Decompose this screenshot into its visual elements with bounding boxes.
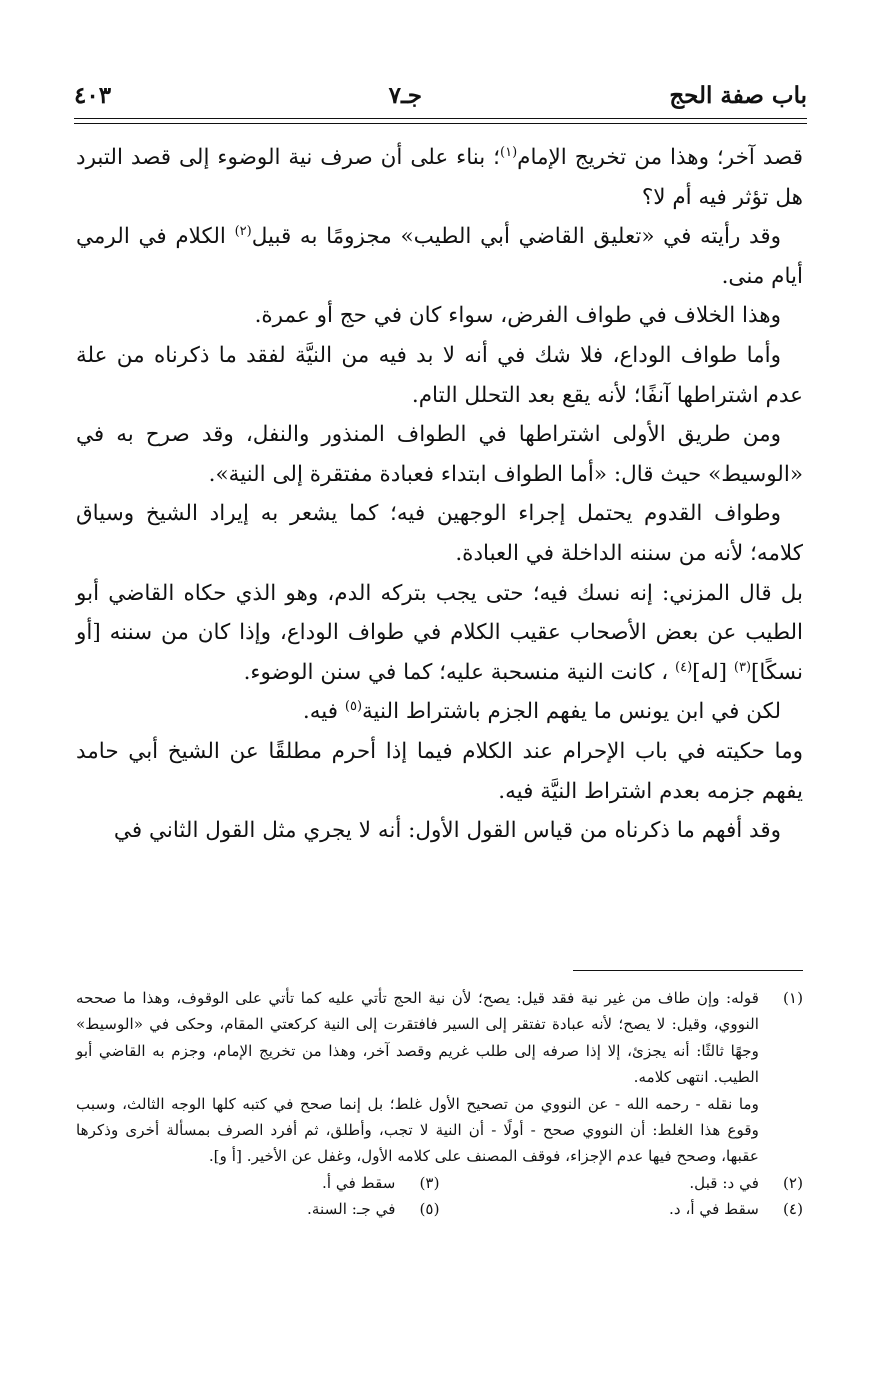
footnote-2 — [440, 1170, 804, 1196]
page-number: ٤٠٣ — [74, 82, 112, 109]
paragraph-9: وما حكيته في باب الإحرام عند الكلام فيما إذا أحرم مطلقًا عن الشيخ أبي حامد يفهم جزمه بعدم اشتراط النيَّة فيه. — [76, 738, 803, 804]
footnote-row — [76, 1170, 803, 1196]
header-rule-top — [74, 118, 807, 119]
footnote-ref-1: (١) — [500, 144, 518, 160]
paragraph-3: وهذا الخلاف في طواف الفرض، سواء كان في حج أو عمرة. — [254, 303, 781, 329]
footnote-number: (٣) — [419, 1173, 440, 1192]
footnote-number: (١) — [782, 989, 803, 1007]
footnote-ref-3: (٣) — [733, 659, 752, 675]
paragraph-8: لكن في ابن يونس ما يفهم الجزم باشتراط النية$^{(٥)}$ فيه. — [302, 699, 781, 725]
paragraph-1: قصد آخر؛ وهذا من تخريج الإمام$^{(١)}$؛ بناء على أن صرف نية الوضوء إلى قصد التبرد هل تؤثر فيه أم لا؟ — [76, 144, 804, 210]
footnote-row — [76, 1196, 803, 1222]
footnote-number: (٤) — [782, 1200, 803, 1219]
running-header — [74, 78, 807, 118]
paragraph-10: وقد أفهم ما ذكرناه من قياس القول الأول: أنه لا يجري مثل القول الثاني في — [113, 818, 781, 844]
footnote-ref-5: (٥) — [344, 699, 363, 715]
footnote-text: وما نقله - رحمه الله - عن النووي من تصحيح الأول غلط؛ بل إنما صحح في كتبه كلها الوجه الثالث، وسبب وقوع هذا الغلط: أن النووي صحح - أولًا - أن النية لا تجب، وأطلق، ثم أفرد الصرف بمسألة أخرى وذكرها عقبها، وصحح فيها عدم الإجزاء، فوقف المصنف على كلامه الأول، وغفل عن الأخير. [أ و]. — [76, 1094, 759, 1166]
footnote-text: في جـ: السنة. — [307, 1200, 396, 1219]
volume-label: جـ٧ — [388, 82, 422, 109]
chapter-title: باب صفة الحج — [669, 82, 807, 109]
main-text — [76, 138, 803, 851]
footnote-text: قوله: وإن طاف من غير نية فقد قيل: يصح؛ لأن نية الحج تأتي عليه كما تأتي على الوقوف، وهذا ما صححه النووي، وقيل: لا يصح؛ لأنه عبادة تفتقر إلى السير فافتقرت إلى النية كركعتي المقام، وحكى في «الوسيط» وجهًا ثالثًا: أنه يجزئ، إلا إذا صرفه إلى طلب غريم وقصد آخر، وهذا من تخريج الإمام، وجزم به القاضي أبو الطيب. انتهى كلامه. — [76, 989, 759, 1087]
paragraph-5: ومن طريق الأولى اشتراطها في الطواف المنذور والنفل، وقد صرح به في «الوسيط» حيث قال: «أما الطواف ابتداء فعبادة مفتقرة إلى النية». — [76, 422, 803, 487]
footnote-text: في د: قبل. — [689, 1173, 759, 1192]
footnote-number: (٥) — [419, 1200, 440, 1219]
footnote-number: (٢) — [782, 1173, 803, 1192]
footnote-1 — [76, 985, 803, 1170]
paragraph-6: وطواف القدوم يحتمل إجراء الوجهين فيه؛ كما يشعر به إيراد الشيخ وسياق كلامه؛ لأنه من سننه الداخلة في العبادة. — [76, 501, 803, 566]
footnote-ref-4: (٤) — [675, 659, 693, 675]
footnote-text: سقط في أ. — [322, 1173, 396, 1192]
footnote-3 — [76, 1170, 440, 1196]
footnote-5 — [76, 1196, 440, 1222]
paragraph-7: بل قال المزني: إنه نسك فيه؛ حتى يجب بتركه الدم، وهو الذي حكاه القاضي أبو الطيب عن بعض الأصحاب عقيب الكلام في طواف الوداع، وإذا كان من سننه [أو نسكًا]$^{(٣)}$ [له]$^{(٤)}$ ، كانت النية منسحبة عليه؛ كما في سنن الوضوء. — [76, 580, 803, 685]
footnote-ref-2: (٢) — [234, 224, 252, 240]
footnote-4 — [440, 1196, 804, 1222]
footnote-separator — [573, 970, 803, 971]
paragraph-4: وأما طواف الوداع، فلا شك في أنه لا بد فيه من النيَّة لفقد ما ذكرناه من علة عدم اشتراطها آنفًا؛ لأنه يقع بعد التحلل التام. — [76, 342, 803, 408]
footnote-text: سقط في أ، د. — [669, 1200, 759, 1219]
paragraph-2: وقد رأيته في «تعليق القاضي أبي الطيب» مجزومًا به قبيل$^{(٢)}$ الكلام في الرمي أيام منى. — [76, 224, 803, 289]
header-rule-bottom — [74, 123, 807, 124]
footnotes — [76, 985, 803, 1223]
